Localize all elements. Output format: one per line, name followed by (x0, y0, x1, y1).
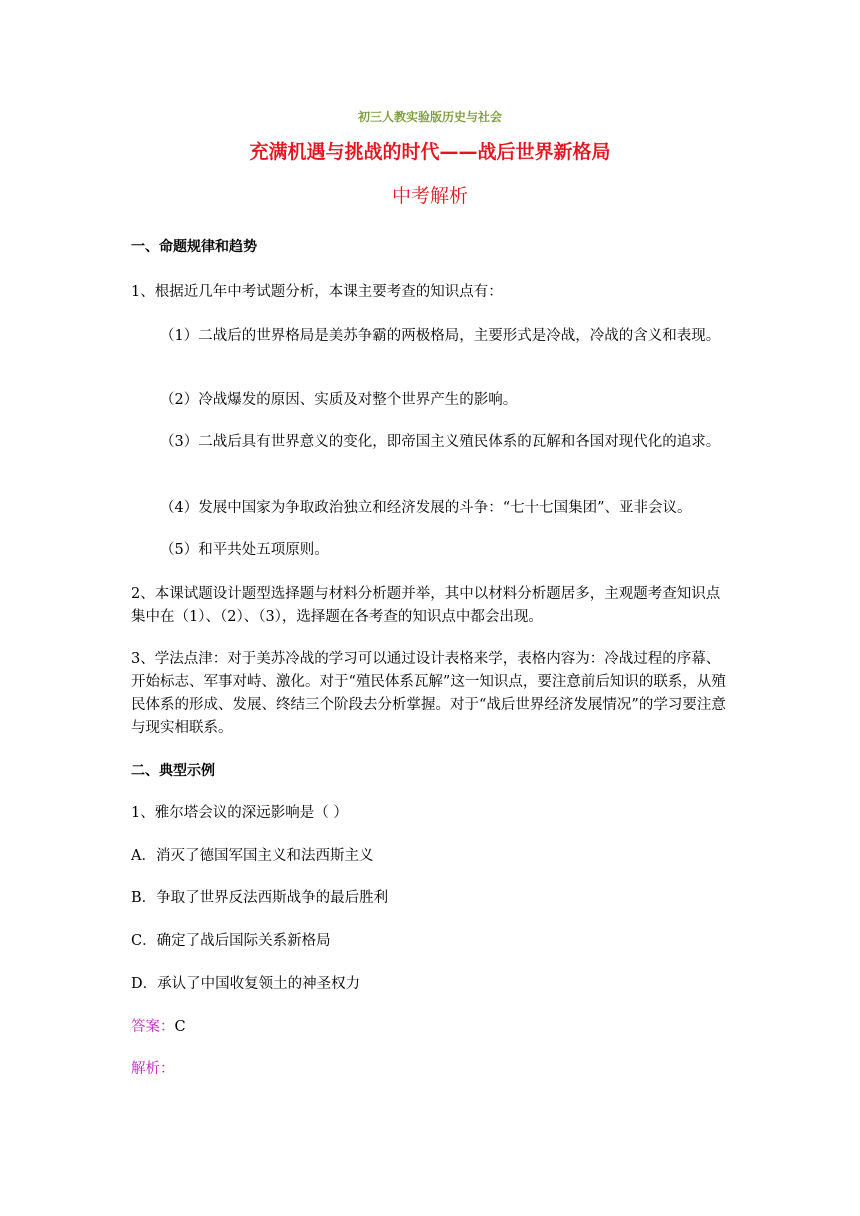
document-supertitle: 初三人教实验版历史与社会 (357, 110, 502, 124)
knowledge-item-1: （1）二战后的世界格局是美苏争霸的两极格局，主要形式是冷战，冷战的含义和表现。 (160, 328, 721, 344)
option-c: C．确定了战后国际关系新格局 (131, 933, 331, 949)
answer-line (131, 1016, 731, 1039)
option-a: A．消灭了德国军国主义和法西斯主义 (131, 848, 374, 864)
knowledge-item-4: （4）发展中国家为争取政治独立和经济发展的斗争：“七十七国集团”、亚非会议。 (160, 500, 692, 516)
section-heading-examples: 二、典型示例 (131, 763, 215, 779)
document-subtitle: 中考解析 (391, 185, 468, 207)
option-b: B．争取了世界反法西斯战争的最后胜利 (131, 890, 389, 906)
knowledge-item-3: （3）二战后具有世界意义的变化，即帝国主义殖民体系的瓦解和各国对现代化的追求。 (160, 434, 721, 450)
knowledge-item-2: （2）冷战爆发的原因、实质及对整个世界产生的影响。 (160, 392, 518, 408)
knowledge-item-5: （5）和平共处五项原则。 (160, 542, 329, 558)
section-heading-trends: 一、命题规律和趋势 (131, 239, 257, 255)
option-d: D．承认了中国收复领土的神圣权力 (131, 976, 361, 992)
answer-label: 答案： (131, 1019, 175, 1035)
answer-value: C (174, 1019, 186, 1035)
question-type-paragraph: 2、本课试题设计题型选择题与材料分析题并举，其中以材料分析题居多，主观题考查知识点集中在（1）、（2）、（3），选择题在各考查的知识点中都会出现。 (131, 586, 721, 625)
analysis-label: 解析： (131, 1061, 175, 1077)
example-question: 1、雅尔塔会议的深远影响是（ ） (131, 805, 348, 821)
intro-paragraph: 1、根据近几年中考试题分析，本课主要考查的知识点有： (131, 284, 503, 300)
document-title: 充满机遇与挑战的时代——战后世界新格局 (249, 141, 611, 163)
study-tips-paragraph: 3、学法点津：对于美苏冷战的学习可以通过设计表格来学，表格内容为：冷战过程的序幕、开始标志、军事对峙、激化。对于“殖民体系瓦解”这一知识点，要注意前后知识的联系，从殖民体系的形成、发展、终结三个阶段去分析掌握。对于“战后世界经济发展情况”的学习要注意与现实相联系。 (131, 651, 726, 736)
